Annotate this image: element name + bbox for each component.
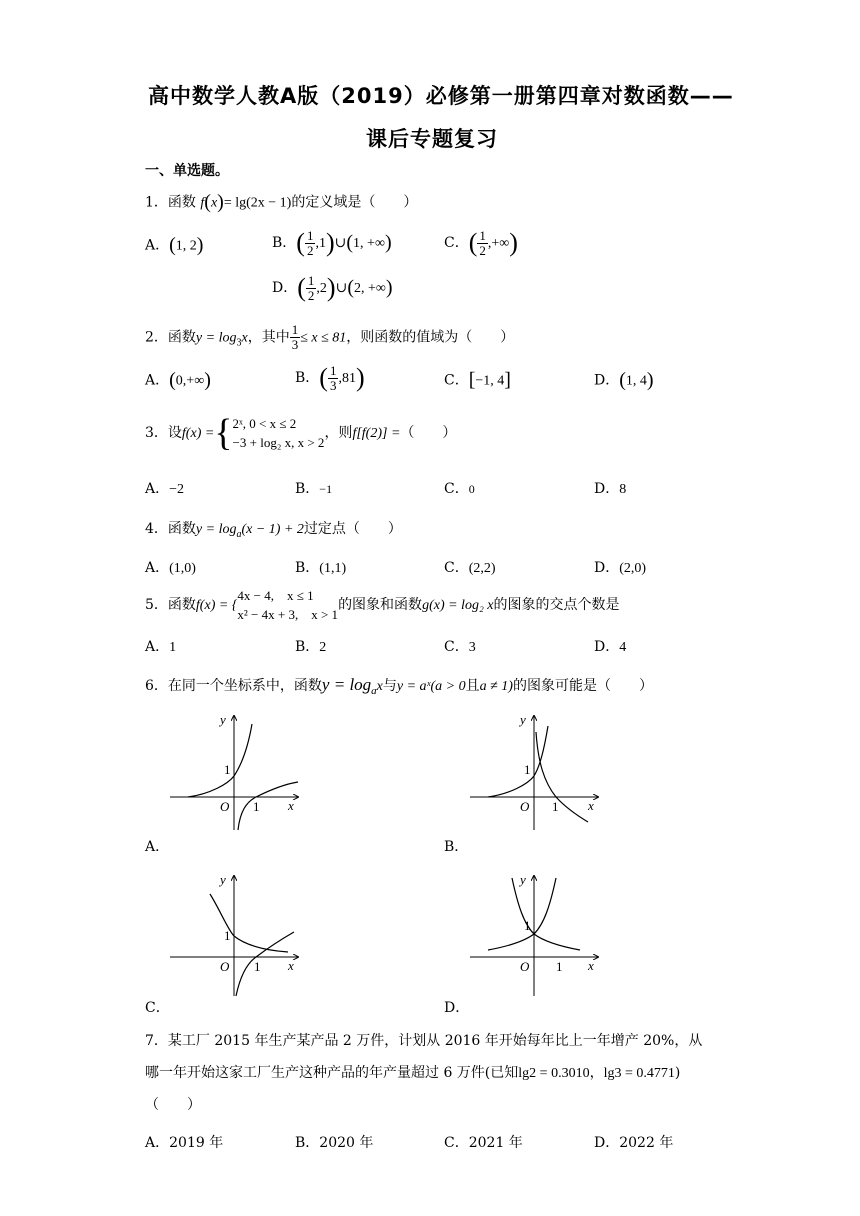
question-4: 4．函数$y = \log_a(x - 1) + 2$过定点（ ）	[145, 521, 402, 540]
page-title-line1: 高中数学人教A版（2019）必修第一册第四章对数函数——	[148, 84, 734, 108]
q1-option-d[interactable]: D．( $\frac{1}{2}$ ,2)∪(2, +∞)	[272, 272, 393, 303]
q6-graph-c[interactable]	[170, 872, 310, 997]
origin-label: O	[220, 799, 230, 814]
exp-curve	[188, 724, 252, 797]
x-label: x	[588, 958, 594, 973]
y-label: y	[220, 712, 226, 727]
q1-option-a[interactable]: A．(1, 2)	[145, 234, 204, 256]
q1-option-c[interactable]: C．( $\frac{1}{2}$ ,+∞)	[444, 227, 518, 258]
y-label: y	[220, 872, 226, 887]
section-heading: 一、单选题。	[145, 163, 229, 179]
q4-option-d[interactable]: D．(2,0)	[594, 560, 647, 576]
q4-option-b[interactable]: B．(1,1)	[295, 560, 347, 576]
q3-option-b[interactable]: B．−1	[295, 481, 333, 497]
y-label: y	[520, 872, 526, 887]
q7-option-b[interactable]: B．2020 年	[295, 1135, 374, 1151]
x-one-label: 1	[552, 799, 559, 814]
q6-graph-d[interactable]	[470, 872, 610, 997]
log-curve	[236, 932, 294, 996]
q3-option-a[interactable]: A．−2	[145, 481, 185, 497]
x-label: x	[288, 798, 294, 813]
q6-option-b[interactable]: B．	[444, 839, 469, 855]
origin-label: O	[520, 799, 530, 814]
q6-option-a[interactable]: A．	[145, 839, 170, 855]
q2-option-c[interactable]: C．[−1, 4]	[444, 369, 511, 391]
y-one-label: 1	[524, 918, 531, 933]
question-2: 2．函数$y = \log_3x$，其中 $\frac{1}{3}$ ≤ x ≤ 81，则函数的值域为（ ）	[145, 322, 515, 352]
question-7-line1: 7．某工厂 2015 年生产某产品 2 万件，计划从 2016 年开始每年比上一年增产 20%，从	[145, 1033, 703, 1049]
x-label: x	[588, 798, 594, 813]
x-one-label: 1	[253, 799, 260, 814]
question-1: 1．函数 f(x)= lg(2x − 1)的定义域是（ ）	[145, 191, 418, 213]
q5-option-b[interactable]: B．2	[295, 639, 327, 655]
q3-option-d[interactable]: D．8	[594, 481, 627, 497]
y-one-label: 1	[524, 762, 531, 777]
q6-graph-b[interactable]	[470, 712, 610, 832]
question-7-line3: （ ）	[145, 1097, 201, 1113]
q2-option-a[interactable]: A．(0,+∞)	[145, 369, 211, 391]
question-7-line2: 哪一年开始这家工厂生产这种产品的年产量超过 6 万件(已知lg2 = 0.3010，lg3 = 0.4771)	[145, 1065, 681, 1081]
q4-option-a[interactable]: A．(1,0)	[145, 560, 196, 576]
q7-option-d[interactable]: D．2022 年	[594, 1135, 674, 1151]
q6-graph-a[interactable]	[170, 712, 310, 832]
q2-option-d[interactable]: D．(1, 4)	[594, 369, 654, 391]
q5-option-a[interactable]: A．1	[145, 639, 177, 655]
page-title-line2: 课后专题复习	[366, 127, 498, 151]
q4-option-c[interactable]: C．(2,2)	[444, 560, 496, 576]
y-label: y	[520, 712, 526, 727]
x-label: x	[288, 958, 294, 973]
question-5: 5．函数f(x) = { 4x − 4, x ≤ 1 x² − 4x + 3, x > 1 的图象和函数g(x) = log₂ x的图象的交点个数是	[145, 588, 620, 622]
exp-curve	[488, 726, 548, 797]
origin-label: O	[220, 959, 230, 974]
q5-option-d[interactable]: D．4	[594, 639, 627, 655]
q1-option-b[interactable]: B．( $\frac{1}{2}$ ,1)∪(1, +∞)	[272, 227, 392, 258]
q6-option-d[interactable]: D．	[444, 1000, 470, 1016]
q7-option-c[interactable]: C．2021 年	[444, 1135, 523, 1151]
q6-option-c[interactable]: C．	[145, 1000, 170, 1016]
x-one-label: 1	[254, 959, 261, 974]
y-one-label: 1	[224, 762, 231, 777]
q3-option-c[interactable]: C．0	[444, 481, 475, 497]
q7-option-a[interactable]: A．2019 年	[145, 1135, 224, 1151]
question-6: 6．在同一个坐标系中，函数$y = \log_ax$与y = aˣ(a > 0且a ≠ 1)的图象可能是（ ）	[145, 675, 653, 697]
q2-option-b[interactable]: B．( $\frac{1}{3}$ ,81)	[295, 362, 365, 393]
origin-label: O	[520, 959, 530, 974]
y-one-label: 1	[224, 928, 231, 943]
question-3: 3．设f(x) ={ 2ˣ, 0 < x ≤ 2 −3 + log₂ x, x > 2 ，则f[f(2)] =（ ）	[145, 412, 457, 454]
x-one-label: 1	[556, 959, 563, 974]
q5-option-c[interactable]: C．3	[444, 639, 476, 655]
